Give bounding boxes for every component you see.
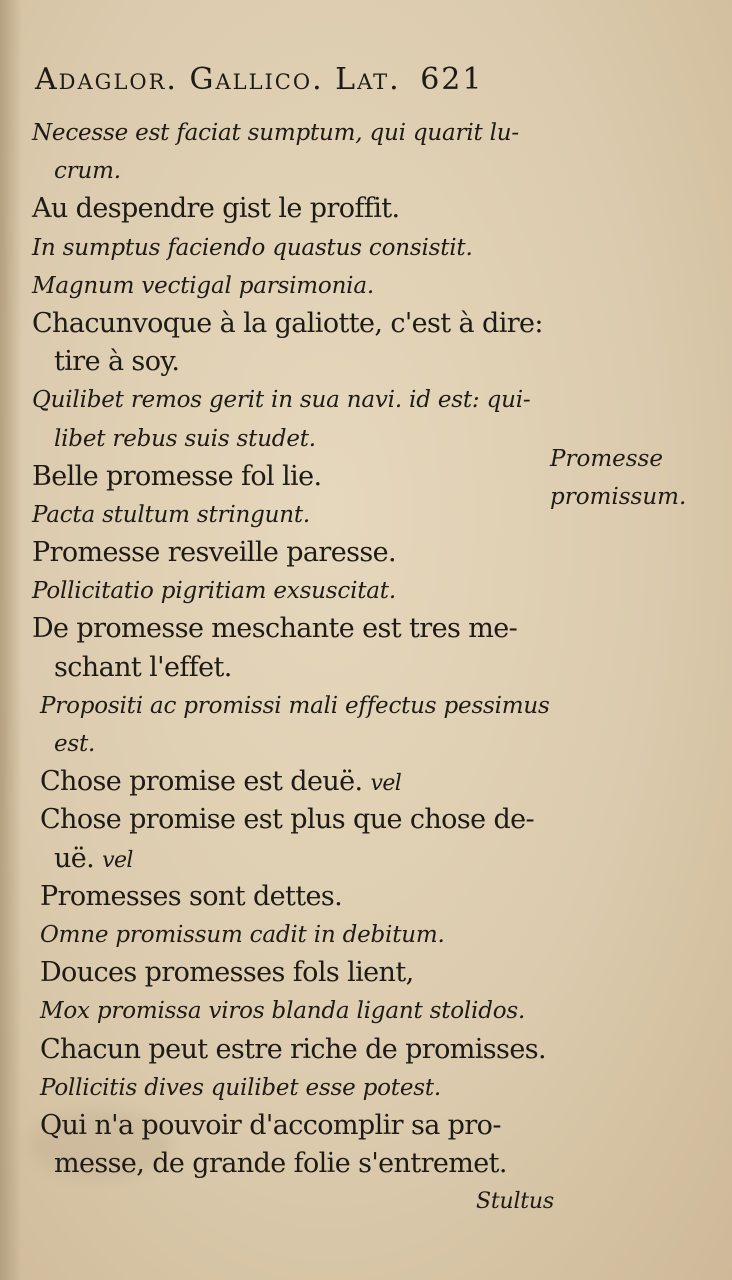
margin-note-line: Promesse [550, 446, 663, 472]
text-line: Pollicitis dives quilibet esse potest. [40, 1074, 442, 1101]
text-line: Chacunvoque à la galiotte, c'est à dire: [32, 307, 543, 339]
text-line: In sumptus faciendo quastus consistit. [32, 234, 473, 261]
text-line: uë. [54, 842, 95, 874]
text-line-with-vel [32, 763, 562, 801]
text-line: Qui n'a pouvoir d'accomplir sa pro- [40, 1109, 501, 1141]
text-line: schant l'effet. [54, 651, 232, 683]
text-line: messe, de grande folie s'entremet. [54, 1148, 507, 1180]
page-gutter [0, 0, 22, 1280]
text-line: Necesse est faciat sumptum, qui quarit lu- [32, 120, 519, 146]
text-line: Mox promissa viros blanda ligant stolidos. [40, 998, 526, 1025]
text-line: tire à soy. [54, 346, 180, 378]
text-line: Au despendre gist le proffit. [32, 193, 400, 225]
text-line: Chose promise est deuë. [40, 766, 363, 798]
page-number: 621 [420, 62, 484, 97]
text-line: Belle promesse fol lie. [32, 460, 322, 492]
text-line: Magnum vectigal parsimonia. [32, 272, 374, 299]
text-line: De promesse meschante est tres me- [32, 613, 518, 645]
text-block [32, 114, 562, 1221]
text-line: Pacta stultum stringunt. [32, 501, 311, 528]
text-line: Quilibet remos gerit in sua navi. id est: qui- [32, 387, 531, 414]
margin-note [550, 440, 686, 516]
text-line: Pollicitatio pigritiam exsuscitat. [32, 578, 396, 605]
vel-word: vel [370, 771, 402, 797]
vel-word: vel [102, 847, 133, 873]
text-line: Promesse resveille paresse. [32, 537, 396, 569]
text-line: libet rebus suis studet. [54, 425, 316, 452]
margin-note-line: promissum. [550, 484, 687, 510]
text-line: Chacun peut estre riche de promisses. [40, 1033, 546, 1065]
running-title: Adaglor. Gallico. Lat. [35, 62, 401, 97]
text-line: Chose promise est plus que chose de- [40, 804, 535, 836]
text-line: crum. [54, 158, 121, 185]
running-header [35, 62, 555, 97]
text-line-with-vel [32, 840, 562, 878]
text-line: est. [54, 731, 96, 757]
text-line: Douces promesses fols lient, [40, 957, 414, 989]
catchword: Stultus [475, 1189, 554, 1215]
text-line: Omne promissum cadit in debitum. [40, 921, 445, 948]
text-line: Promesses sont dettes. [40, 880, 343, 912]
text-line: Propositi ac promissi mali effectus pessimus [40, 692, 550, 719]
